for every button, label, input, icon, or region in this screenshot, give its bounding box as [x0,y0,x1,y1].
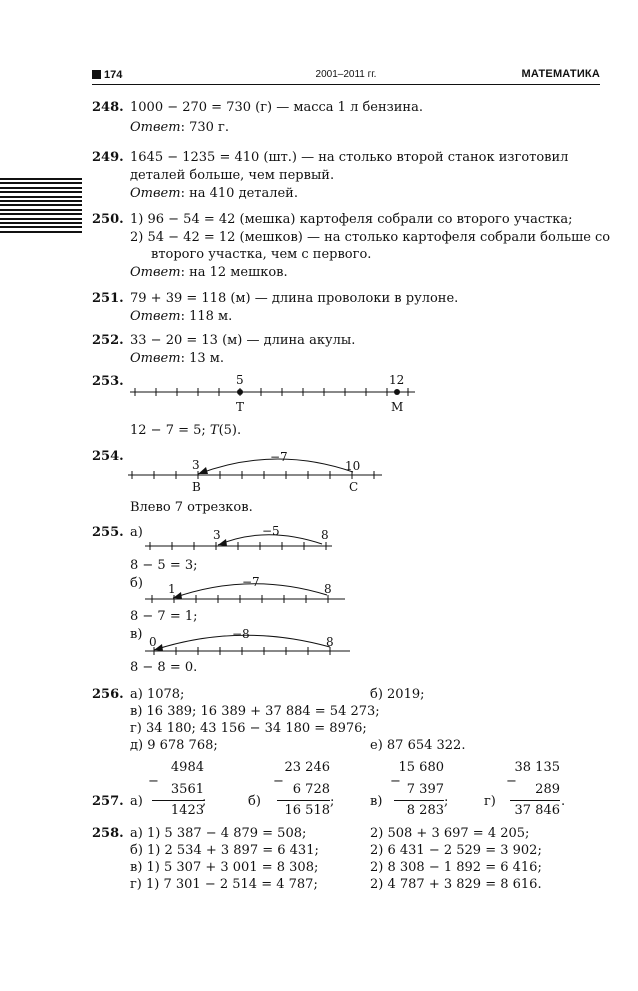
tick-label-3: 3 [192,458,200,472]
arc-label: −7 [270,450,288,464]
number-line-255a [140,524,340,554]
problem-number: 256. [92,687,124,702]
sub-label: а) [130,794,143,809]
tick-label-10: 10 [345,459,361,473]
point-label-c: C [349,480,359,494]
tick-label-12: 12 [389,373,405,387]
answer-item: а) 1) 5 387 − 4 879 = 508; [130,826,307,841]
number-line-255v [140,625,355,657]
solution-line: 2) 54 − 42 = 12 (мешков) — на столько картофеля собрали больше со [130,230,611,245]
solution-line: 79 + 39 = 118 (м) — длина проволоки в рулоне. [130,291,459,306]
sub-label: а) [130,525,143,540]
problem-number: 250. [92,212,124,227]
sub-label: в) [130,627,143,642]
problem-number: 257. [92,794,124,809]
side-tab-marker [0,178,82,235]
number-line-255b [140,575,350,607]
point-t [237,389,243,395]
answer-item: 2) 6 431 − 2 529 = 3 902; [370,843,542,858]
answer-item: 2) 8 308 − 1 892 = 6 416; [370,860,542,875]
problem-number: 258. [92,826,124,841]
number-line-253 [120,368,430,418]
answer-item: г) 1) 7 301 − 2 514 = 4 787; [130,877,318,892]
problem-number: 254. [92,449,124,464]
answer-item: е) 87 654 322. [370,738,466,753]
tick-label: 8 [326,635,334,649]
page-number: 174 [92,69,122,81]
problem-number: 249. [92,150,124,165]
answer-item: а) 1078; [130,687,185,702]
solution-line: 8 − 5 = 3; [130,558,198,573]
header-years: 2001–2011 гг. [315,69,377,80]
header-rule [92,84,600,85]
solution-line: 1) 96 − 54 = 42 (мешка) картофеля собрали со второго участка; [130,212,573,227]
sub-label: г) [484,794,496,809]
solution-line: 8 − 7 = 1; [130,609,198,624]
point-label-m: M [391,400,404,414]
point-label-b: B [192,480,201,494]
solution-line: 8 − 8 = 0. [130,660,198,675]
sub-label: б) [130,576,143,591]
arc-label: −5 [262,524,280,538]
solution-line: 33 − 20 = 13 (м) — длина акулы. [130,333,356,348]
answer-item: б) 1) 2 534 + 3 897 = 6 431; [130,843,319,858]
solution-line: 1000 − 270 = 730 (г) — масса 1 л бензина. [130,100,423,115]
solution-line: Влево 7 отрезков. [130,500,253,515]
tick-label: 8 [324,582,332,596]
answer-item: в) 16 389; 16 389 + 37 884 = 54 273; [130,704,380,719]
tick-label: 0 [149,635,157,649]
sub-label: б) [248,794,261,809]
answer-line: Ответ: на 410 деталей. [130,186,298,201]
solution-line: деталей больше, чем первый. [130,168,335,183]
answer-item: г) 34 180; 43 156 − 34 180 = 8976; [130,721,367,736]
answer-line: Ответ: 13 м. [130,351,225,366]
answer-line: Ответ: на 12 мешков. [130,265,288,280]
answer-line: Ответ: 730 г. [130,120,229,135]
solution-line: 1645 − 1235 = 410 (шт.) — на столько второй станок изготовил [130,150,569,165]
solution-line: 12 − 7 = 5; T(5). [130,423,242,438]
arc-label: −7 [242,575,260,589]
sub-label: в) [370,794,383,809]
answer-item: в) 1) 5 307 + 3 001 = 8 308; [130,860,319,875]
answer-line: Ответ: 118 м. [130,309,233,324]
answer-item: 2) 508 + 3 697 = 4 205; [370,826,530,841]
page-header [92,68,600,84]
answer-item: д) 9 678 768; [130,738,218,753]
tick-label: 3 [213,528,221,542]
answer-item: 2) 4 787 + 3 829 = 8 616. [370,877,542,892]
arc-label: −8 [232,627,250,641]
problem-number: 252. [92,333,124,348]
tick-label-5: 5 [236,373,244,387]
problem-number: 253. [92,374,124,389]
number-line-254 [120,447,390,497]
solution-line: второго участка, чем с первого. [151,247,372,262]
point-label-t: T [236,400,245,414]
header-subject: МАТЕМАТИКА [521,68,600,80]
tick-label: 8 [321,528,329,542]
problem-number: 248. [92,100,124,115]
answer-item: б) 2019; [370,687,425,702]
problem-number: 251. [92,291,124,306]
problem-number: 255. [92,525,124,540]
point-m [394,389,400,395]
tick-label: 1 [168,582,176,596]
